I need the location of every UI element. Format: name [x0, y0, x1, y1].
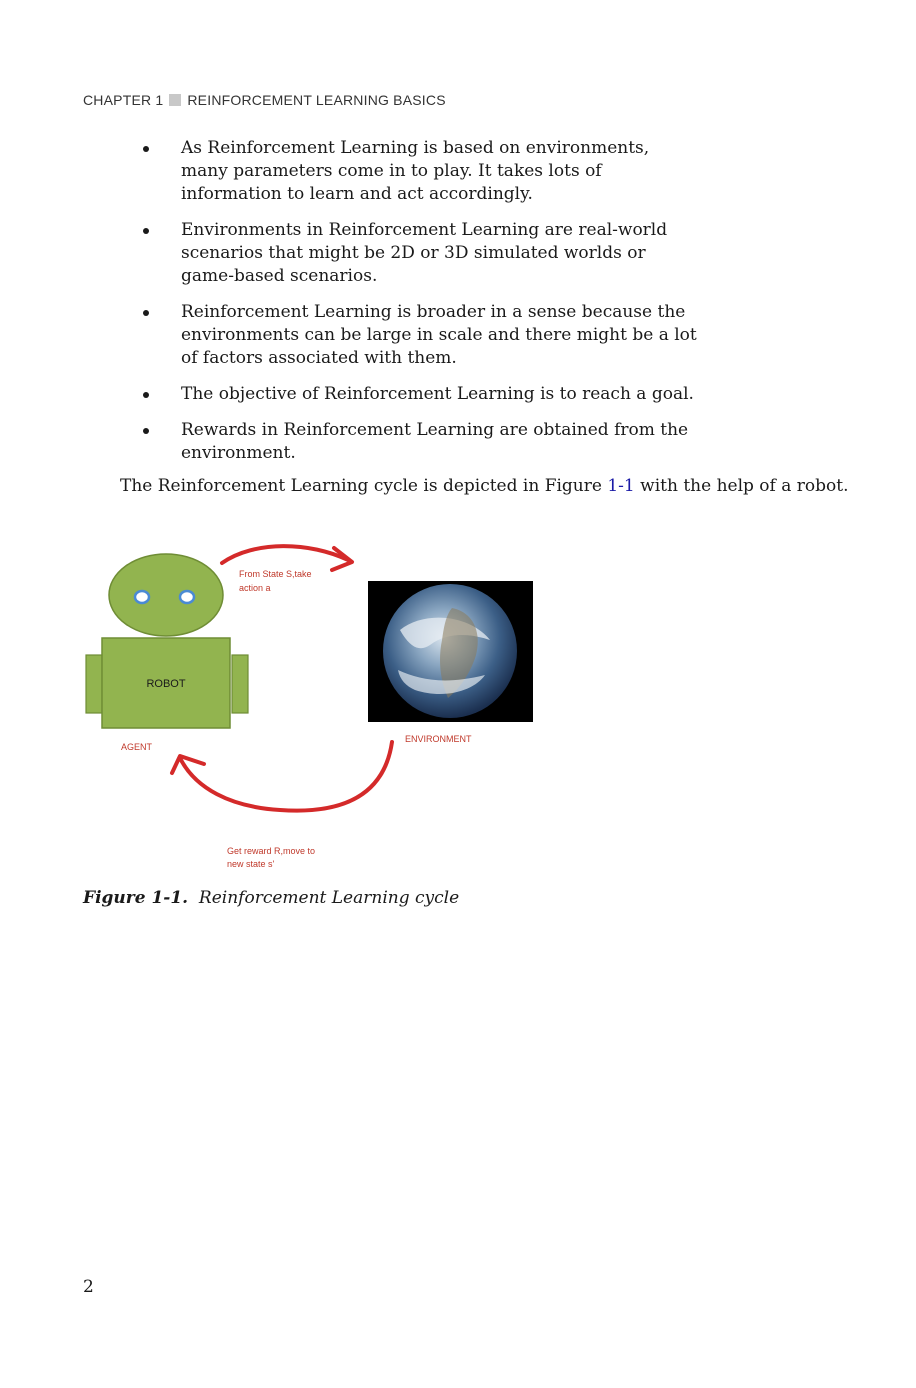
bullet-item [140, 383, 700, 406]
robot-right-eye-icon [180, 591, 194, 603]
bullet-item [140, 301, 700, 370]
bullet-text: Reinforcement Learning is broader in a sense because the environments can be large in scale and there might be a lot of factors associated with them. [181, 302, 697, 368]
figure-caption [83, 887, 459, 910]
figure-caption-label: Figure 1-1. [83, 888, 189, 908]
chapter-title: REINFORCEMENT LEARNING BASICS [187, 92, 446, 108]
bullet-list [140, 137, 700, 478]
separator-square-icon [169, 94, 181, 106]
action-text-line2: action a [239, 583, 271, 593]
bullet-dot-icon [143, 392, 149, 398]
robot-head [109, 554, 223, 636]
robot-label: ROBOT [146, 678, 186, 690]
figure-reference-link[interactable]: 1-1 [607, 476, 635, 496]
paragraph-text-after: with the help of a robot. [634, 476, 849, 496]
bullet-text: Rewards in Reinforcement Learning are obtained from the environment. [181, 420, 689, 463]
paragraph-text-before: The Reinforcement Learning cycle is depicted in Figure [120, 476, 608, 496]
bullet-item [140, 419, 700, 465]
reward-arrow [180, 742, 392, 811]
figure-caption-text: Reinforcement Learning cycle [198, 888, 460, 908]
robot-right-arm [232, 655, 248, 713]
body-paragraph [120, 475, 849, 498]
rl-cycle-figure [80, 530, 550, 875]
bullet-item [140, 219, 700, 288]
bullet-dot-icon [143, 146, 149, 152]
environment-label: ENVIRONMENT [405, 734, 472, 744]
reward-text-line1: Get reward R,move to [227, 846, 316, 856]
action-arrow [222, 546, 348, 563]
bullet-item [140, 137, 700, 206]
robot-left-arm [86, 655, 102, 713]
action-text-line1: From State S,take [239, 569, 312, 579]
page-number: 2 [83, 1277, 94, 1297]
bullet-dot-icon [143, 228, 149, 234]
bullet-dot-icon [143, 428, 149, 434]
reward-text-line2: new state s' [227, 859, 275, 869]
running-head [83, 92, 446, 108]
robot-left-eye-icon [135, 591, 149, 603]
rl-cycle-diagram [80, 530, 550, 875]
bullet-text: As Reinforcement Learning is based on environments, many parameters come in to play. It takes lots of information to learn and act accordingly. [181, 138, 650, 204]
bullet-dot-icon [143, 310, 149, 316]
chapter-label: CHAPTER 1 [83, 92, 164, 108]
bullet-text: Environments in Reinforcement Learning are real-world scenarios that might be 2D or 3D simulated worlds or game-based scenarios. [181, 220, 668, 286]
bullet-text: The objective of Reinforcement Learning is to reach a goal. [181, 384, 694, 404]
agent-label: AGENT [121, 742, 153, 752]
